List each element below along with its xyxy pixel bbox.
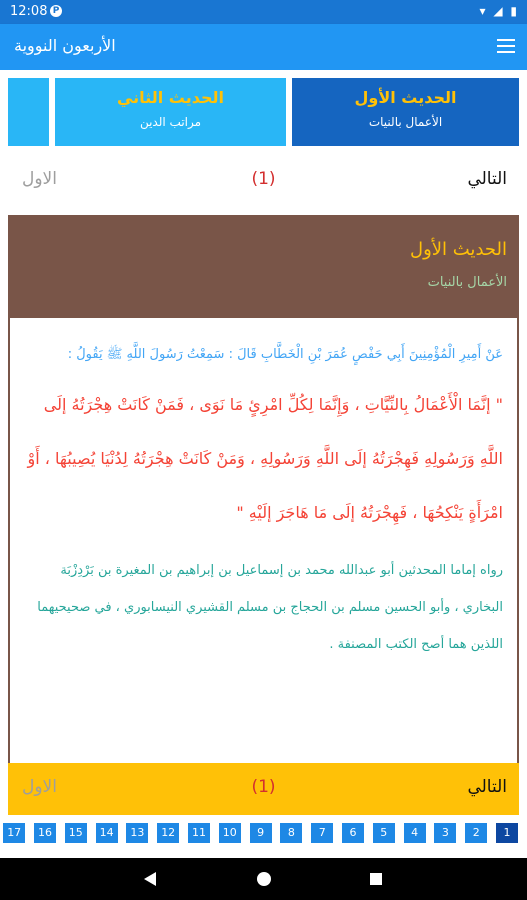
page-button-1[interactable]: 1 — [496, 823, 518, 843]
tab-subtitle: الأعمال بالنيات — [368, 115, 443, 129]
page-button-4[interactable]: 4 — [404, 823, 426, 843]
hadith-tabs — [0, 70, 527, 155]
first-button[interactable]: الاول — [22, 169, 57, 189]
hadith-subtitle: الأعمال بالنيات — [427, 275, 507, 290]
tab-hadith-2[interactable] — [55, 78, 286, 146]
page-button-3[interactable]: 3 — [434, 823, 456, 843]
next-button[interactable]: التالي — [467, 777, 507, 797]
tab-hadith-1[interactable] — [292, 78, 519, 146]
page-button-12[interactable]: 12 — [157, 823, 179, 843]
page-button-6[interactable]: 6 — [342, 823, 364, 843]
page-button-16[interactable]: 16 — [34, 823, 56, 843]
tab-subtitle: مراتب الدين — [139, 115, 202, 129]
hadith-nav-bottom — [8, 763, 519, 815]
page-button-10[interactable]: 10 — [219, 823, 241, 843]
hadith-title: الحديث الأول — [410, 239, 507, 260]
hamburger-menu-icon[interactable] — [497, 39, 515, 53]
status-bar — [0, 0, 527, 24]
hadith-number: (1) — [251, 777, 276, 797]
page-button-7[interactable]: 7 — [311, 823, 333, 843]
home-circle-icon[interactable] — [257, 872, 271, 886]
hadith-narration: رواه إماما المحدثين أبو عبدالله محمد بن إسماعيل بن إبراهيم بن المغيرة بن بَرْدِزْبَة البخاري ، وأبو الحسين مسلم بن الحجاج بن مسلم القشيري النيسابوري ، في صحيحيهما اللذين هما أصح الكتب المصنفة . — [37, 563, 503, 652]
page-index-bar — [0, 815, 527, 855]
back-triangle-icon[interactable] — [144, 872, 156, 886]
next-button[interactable]: التالي — [467, 169, 507, 189]
circle-p-icon: P — [50, 5, 62, 17]
hadith-body — [10, 318, 517, 663]
page-button-8[interactable]: 8 — [280, 823, 302, 843]
hadith-text: " إنَّمَا الْأَعْمَالُ بِالنِّيَّاتِ ، وَإِنَّمَا لِكُلِّ امْرِئٍ مَا نَوَى ، فَمَنْ كَانَتْ هِجْرَتُهُ إلَى اللَّهِ وَرَسُولِهِ فَهِجْرَتُهُ إلَى اللَّهِ وَرَسُولِهِ ، وَمَنْ كَانَتْ هِجْرَتُهُ لِدُنْيَا يُصِيبُهَا ، أَوْ امْرَأَةٍ يَنْكِحُهَا ، فَهِجْرَتُهُ إلَى مَا هَاجَرَ إلَيْهِ " — [27, 395, 503, 522]
app-bar — [0, 24, 527, 70]
page-button-9[interactable]: 9 — [250, 823, 272, 843]
hadith-nav-top — [8, 155, 519, 207]
system-nav-bar — [0, 858, 527, 900]
hadith-number: (1) — [251, 169, 276, 189]
page-button-17[interactable]: 17 — [3, 823, 25, 843]
tab-title: الحديث الثاني — [116, 88, 224, 107]
page-button-14[interactable]: 14 — [96, 823, 118, 843]
page-button-13[interactable]: 13 — [126, 823, 148, 843]
hadith-card — [8, 215, 519, 763]
hadith-intro: عَنْ أَمِيرِ الْمُؤْمِنِينَ أَبِي حَفْصٍ عُمَرَ بْنِ الْخَطَّابِ قَالَ : سَمِعْتُ رَسُولَ اللَّهِ ﷺ يَقُولُ : — [67, 347, 503, 362]
status-time: 12:08 — [10, 4, 48, 19]
hadith-header — [10, 217, 517, 318]
page-button-11[interactable]: 11 — [188, 823, 210, 843]
system-status-icons: ▾ ◢ ▮ — [479, 4, 519, 18]
tab-hadith-3-partial[interactable] — [8, 78, 49, 146]
page-button-15[interactable]: 15 — [65, 823, 87, 843]
app-title: الأربعون النووية — [14, 36, 116, 55]
tab-title: الحديث الأول — [354, 88, 457, 107]
first-button[interactable]: الاول — [22, 777, 57, 797]
recent-square-icon[interactable] — [370, 873, 382, 885]
page-button-5[interactable]: 5 — [373, 823, 395, 843]
page-button-2[interactable]: 2 — [465, 823, 487, 843]
